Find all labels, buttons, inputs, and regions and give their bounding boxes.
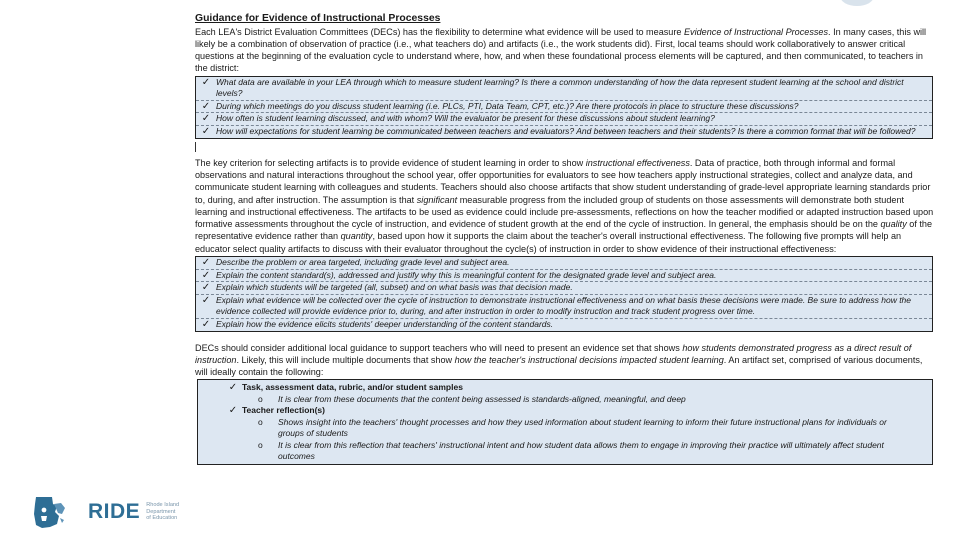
check-icon: ✓ [201, 294, 211, 306]
ride-wordmark: RIDE [88, 500, 141, 523]
page-heading: Guidance for Evidence of Instructional Processes [195, 13, 441, 24]
questions-box [195, 76, 933, 139]
artifact-sub-item: o It is clear from this reflection that teachers' instructional intent and how student data allows them to engage in improving their practice will ultimately affect student outcomes [258, 439, 884, 461]
question-item: ✓ How will expectations for student learning be communicated between teachers and evaluators? And between teachers and their students? Is there a common format that will be followed? [196, 126, 932, 138]
circle-bullet-icon: o [258, 416, 263, 427]
prompt-item: ✓ Explain the content standard(s), addressed and justify why this is meaningful content for the designated grade level and subject area. [196, 270, 932, 283]
prompt-item: ✓ Explain what evidence will be collected over the cycle of instruction to demonstrate instructional effectiveness and on what basis these decisions were made. Be sure to address how the evidence collected will provide evidence prior to, during, and after instruction in order to modify instruction and track student progress over time. [196, 295, 932, 319]
prompt-item: ✓ Explain how the evidence elicits students' deeper understanding of the content standards. [196, 319, 932, 331]
question-item: ✓ During which meetings do you discuss student learning (i.e. PLCs, PTI, Data Team, CPT, etc.)? Are there protocols in place to structure these discussions? [196, 101, 932, 114]
check-icon: ✓ [201, 113, 211, 125]
prompts-box [195, 256, 933, 332]
check-icon: ✓ [201, 100, 211, 112]
check-icon: ✓ [201, 257, 211, 269]
check-icon: ✓ [201, 282, 211, 294]
document-content [195, 13, 937, 465]
check-icon: ✓ [201, 319, 211, 330]
artifact-sub-item: o Shows insight into the teachers' thought processes and how they used information about student learning to inform their future instructional plans for individuals or groups of students [258, 416, 887, 439]
intro-paragraph: Each LEA's District Evaluation Committees (DECs) has the flexibility to determine what evidence will be used to measure Evidence of Instructional Processes. In many cases, this will likely be a combination of observation of practice (i.e., what teachers do) and artifacts (i.e., the work students did). First, local teams should work collaboratively to answer critical questions at the beginning of the evaluation cycle to understand where, how, and when these foundational process elements will be captured, and then communicated, to teachers in the district: [195, 26, 927, 74]
rhode-island-map-icon [30, 494, 70, 530]
ride-logo [30, 494, 179, 530]
circle-bullet-icon: o [258, 393, 263, 404]
question-item: ✓ How often is student learning discussed, and with whom? Will the evaluator be present for these discussions about student learning? [196, 113, 932, 126]
ride-subtitle: Rhode Island Department of Education [146, 502, 180, 522]
check-icon: ✓ [228, 382, 238, 394]
prompt-item: ✓ Explain which students will be targeted (all, subset) and on what basis was that decision made. [196, 282, 932, 295]
artifact-sub-item: o It is clear from these documents that the content being assessed is standards-aligned, meaningful, and deep [258, 393, 686, 404]
artifact-set-box [197, 379, 933, 465]
question-item: ✓ What data are available in your LEA through which to measure student learning? Is there a common understanding of how the data represent student learning at the school and district levels? [196, 77, 932, 101]
circle-bullet-icon: o [258, 439, 263, 450]
text-cursor [195, 142, 196, 152]
prompt-item: ✓ Describe the problem or area targeted, including grade level and subject area. [196, 257, 932, 270]
artifact-item: ✓ Teacher reflection(s) [198, 405, 932, 416]
decs-paragraph: DECs should consider additional local guidance to support teachers who will need to present an evidence set that shows how students demonstrated progress as a direct result of instruction. Likely, this will include multiple documents that show how the teacher's instructional decisions impacted student learning. An artifact set, comprised of various documents, will ideally contain the following: [195, 342, 923, 378]
criterion-paragraph: The key criterion for selecting artifacts is to provide evidence of student learning in order to show instructional effectiveness. Data of practice, both through informal and formal observations and natural interactions throughout the school year, offer opportunities for evaluators to see how teachers apply instructional strategies, collect and analyze data, and communicate student learning with colleagues and students. Teachers should also choose artifacts that show student understanding of grade-level appropriate learning standards prior to, during, and after instruction. The assumption is that significant measurable progress from the included group of students on those assessments will demonstrate both student learning and instructional effectiveness. The artifacts to be used as evidence could include pre-assessments, reflections on how the teacher modified or adapted instruction based upon formative assessments throughout the cycle of instruction, and evidence of student growth at the end of the cycle of instruction. In general, the emphasis should be on the quality of the representative evidence rather than quantity, based upon how it supports the claim about the teacher's overall instructional effectiveness. The following five prompts will help an educator select quality artifacts to discuss with their evaluator throughout the cycle(s) of instruction in order to show evidence of their instructional effectiveness: [195, 157, 934, 254]
artifact-item: ✓ Task, assessment data, rubric, and/or student samples [198, 382, 932, 393]
check-icon: ✓ [201, 126, 211, 138]
check-icon: ✓ [201, 76, 211, 88]
corner-decoration [840, 0, 874, 6]
check-icon: ✓ [228, 405, 238, 417]
check-icon: ✓ [201, 269, 211, 281]
